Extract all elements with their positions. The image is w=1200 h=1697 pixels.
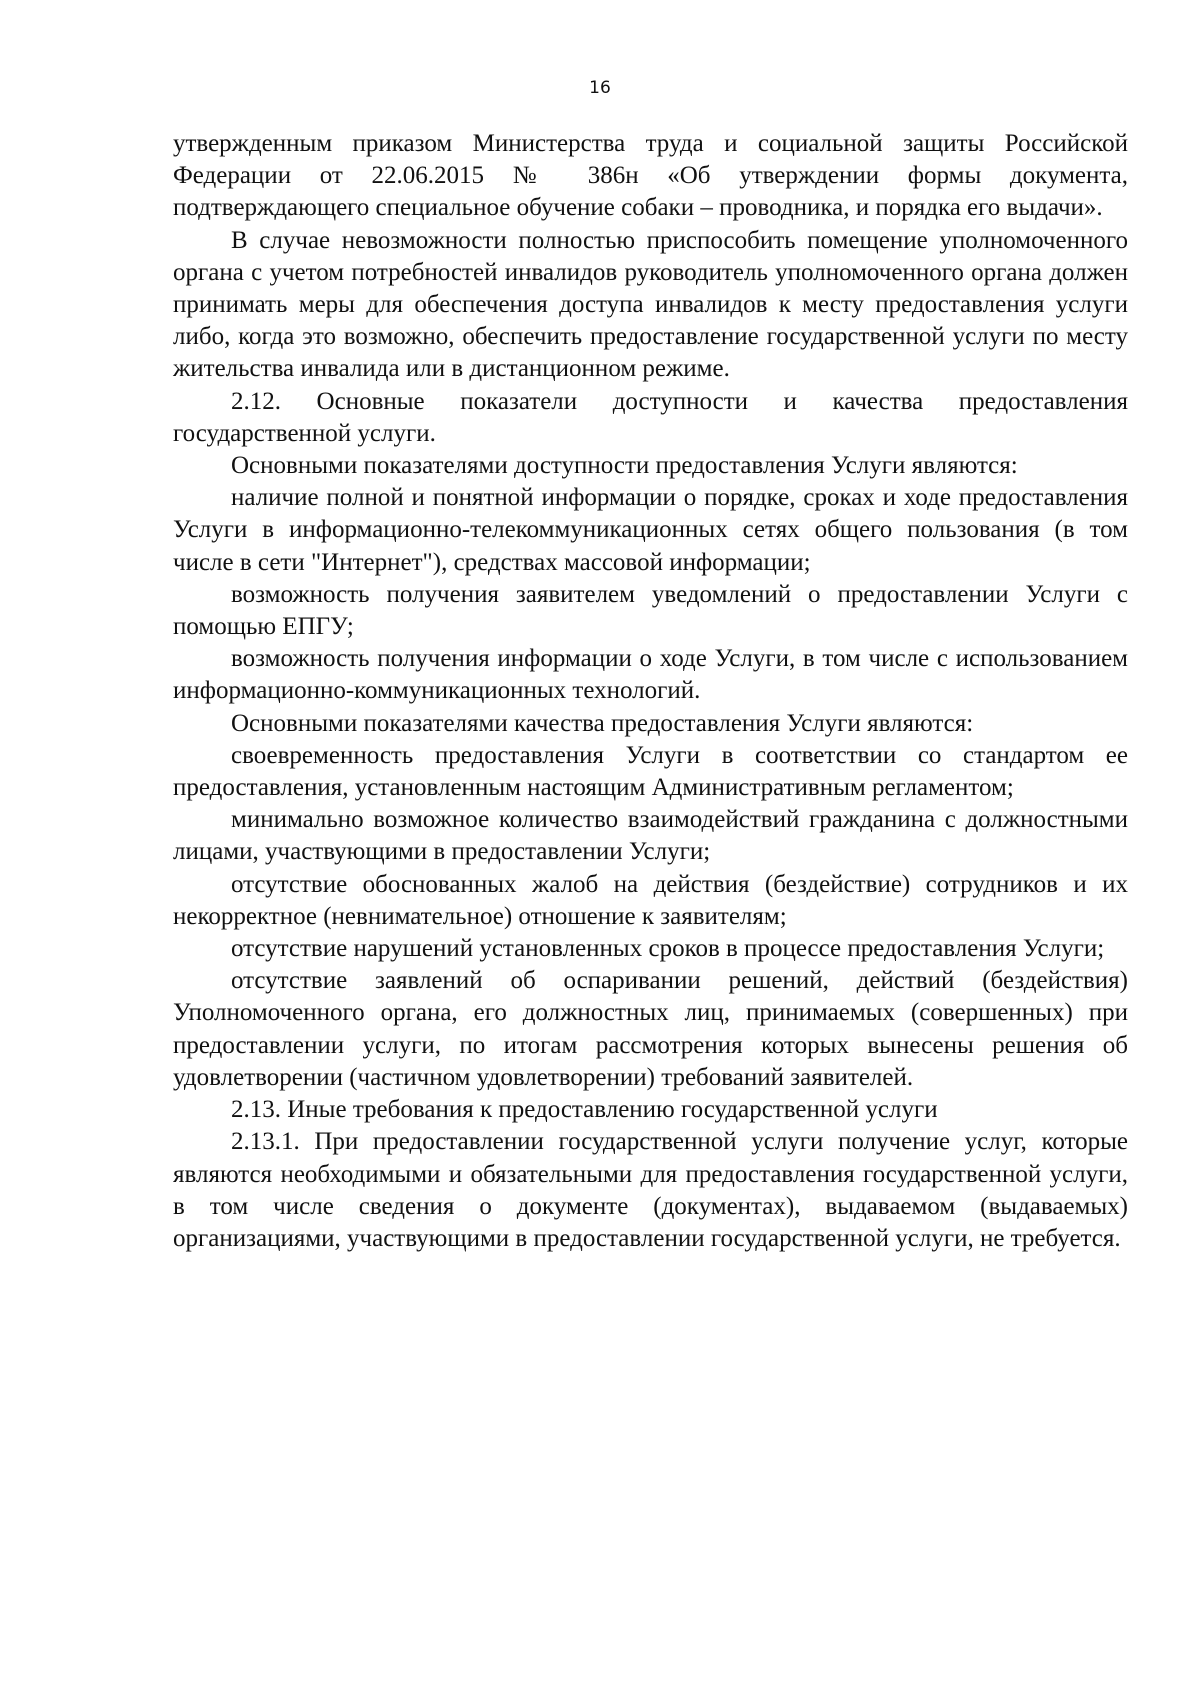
page-number: 16 [589, 78, 611, 98]
document-body [173, 128, 1128, 1255]
paragraph-10: минимально возможное количество взаимодействий гражданина с должностными лицами, участвующими в предоставлении Услуги; [173, 806, 1128, 866]
paragraph-8: Основными показателями качества предоставления Услуги являются: [231, 709, 974, 737]
paragraph-3: 2.12. Основные показатели доступности и качества предоставления государственной услуги. [173, 387, 1128, 447]
paragraph-15: 2.13.1. При предоставлении государственной услуги получение услуг, которые являются необходимыми и обязательными для предоставления государственной услуги, в том числе сведения о документе (документах), выдаваемом (выдаваемых) организациями, участвующими в предоставлении государственной услуги, не требуется. [173, 1128, 1128, 1252]
paragraph-13: отсутствие заявлений об оспаривании решений, действий (бездействия) Уполномоченного органа, его должностных лиц, принимаемых (совершенных) при предоставлении услуги, по итогам рассмотрения которых вынесены решения об удовлетворении (частичном удовлетворении) требований заявителей. [173, 967, 1128, 1091]
paragraph-2: В случае невозможности полностью приспособить помещение уполномоченного органа с учетом потребностей инвалидов руководитель уполномоченного органа должен принимать меры для обеспечения доступа инвалидов к месту предоставления услуги либо, когда это возможно, обеспечить предоставление государственной услуги по месту жительства инвалида или в дистанционном режиме. [173, 226, 1128, 383]
paragraph-7: возможность получения информации о ходе Услуги, в том числе с использованием информационно-коммуникационных технологий. [173, 645, 1128, 705]
paragraph-4: Основными показателями доступности предоставления Услуги являются: [231, 452, 1018, 480]
paragraph-6: возможность получения заявителем уведомлений о предоставлении Услуги с помощью ЕПГУ; [173, 580, 1128, 641]
paragraph-9: своевременность предоставления Услуги в соответствии со стандартом ее предоставления, установленным настоящим Административным регламентом; [173, 741, 1128, 802]
paragraph-11: отсутствие обоснованных жалоб на действия (бездействие) сотрудников и их некорректное (невнимательное) отношение к заявителям; [173, 870, 1128, 930]
paragraph-5: наличие полной и понятной информации о порядке, сроках и ходе предоставления Услуги в информационно-телекоммуникационных сетях общего пользования (в том числе в сети "Интернет"), средствах массовой информации; [173, 484, 1128, 576]
paragraph-12: отсутствие нарушений установленных сроков в процессе предоставления Услуги; [231, 935, 1105, 963]
paragraph-1: утвержденным приказом Министерства труда и социальной защиты Российской Федерации от 22.06.2015 № 386н «Об утверждении формы документа, подтверждающего специальное обучение собаки – проводника, и порядка его выдачи». [173, 130, 1128, 222]
paragraph-14: 2.13. Иные требования к предоставлению государственной услуги [231, 1096, 938, 1124]
